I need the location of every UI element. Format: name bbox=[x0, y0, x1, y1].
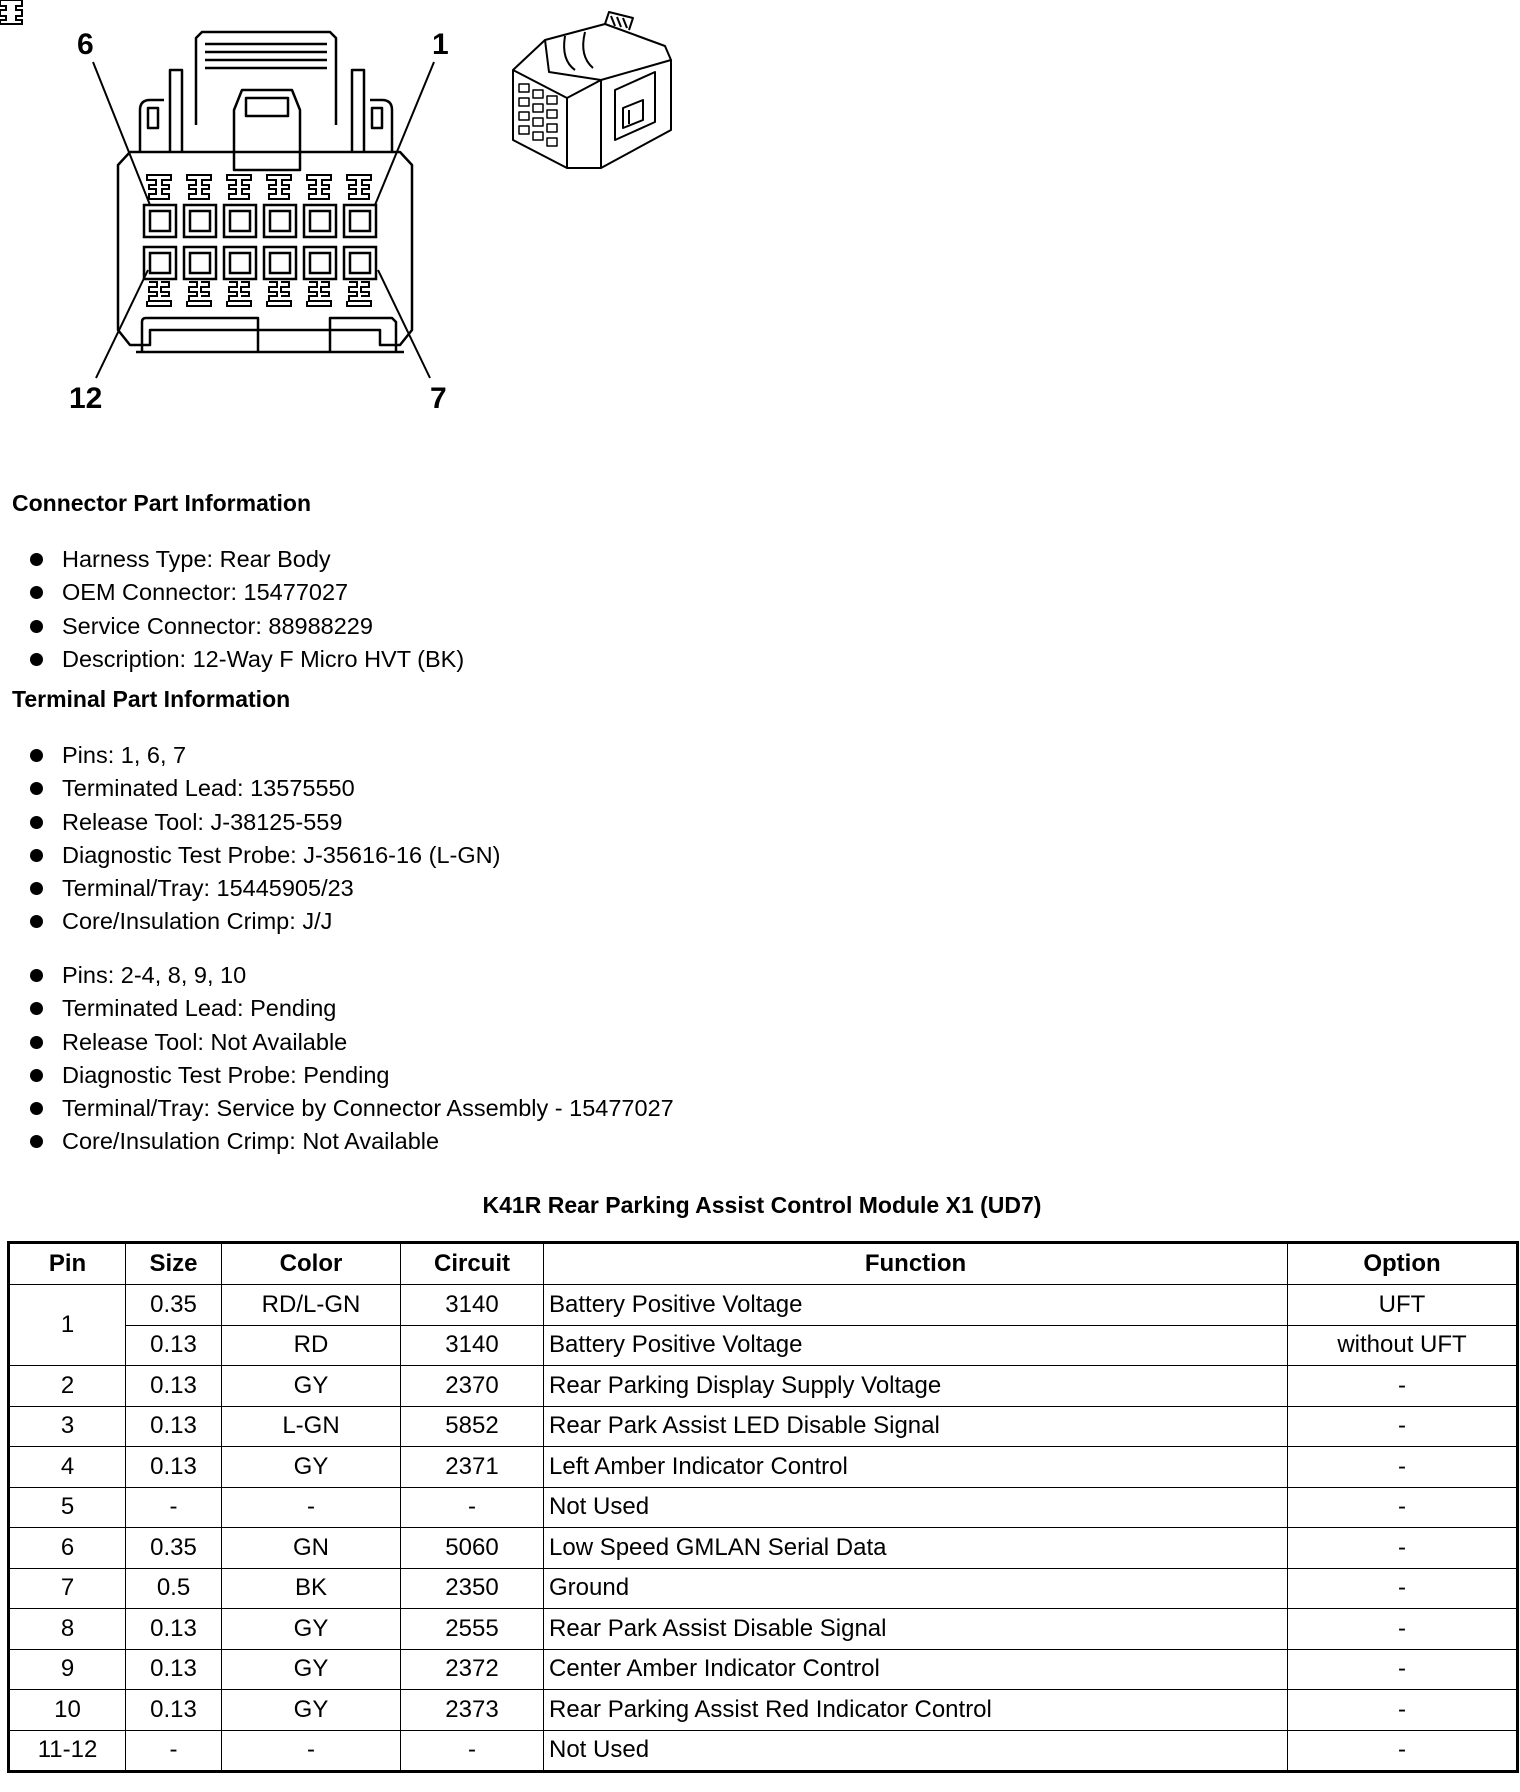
cell-color: RD bbox=[222, 1325, 401, 1366]
list-item: Terminated Lead: Pending bbox=[0, 992, 674, 1025]
list-item: Terminal/Tray: 15445905/23 bbox=[0, 872, 500, 905]
cell-pin: 10 bbox=[9, 1690, 126, 1731]
cell-color: GY bbox=[222, 1649, 401, 1690]
cell-circuit: 2350 bbox=[401, 1568, 544, 1609]
terminal-info-group-2 bbox=[0, 959, 674, 1159]
cell-option: - bbox=[1288, 1366, 1518, 1407]
cell-size: 0.35 bbox=[126, 1285, 222, 1326]
list-item: Diagnostic Test Probe: J-35616-16 (L-GN) bbox=[0, 839, 500, 872]
cell-color: GY bbox=[222, 1609, 401, 1650]
list-item: Terminated Lead: 13575550 bbox=[0, 772, 500, 805]
column-header-size: Size bbox=[126, 1243, 222, 1285]
cell-color: GN bbox=[222, 1528, 401, 1569]
cell-option: - bbox=[1288, 1609, 1518, 1650]
cell-size: 0.13 bbox=[126, 1366, 222, 1407]
table-row bbox=[9, 1690, 1518, 1731]
cell-circuit: - bbox=[401, 1487, 544, 1528]
cell-option: UFT bbox=[1288, 1285, 1518, 1326]
cell-pin: 11-12 bbox=[9, 1730, 126, 1772]
pin-label-6: 6 bbox=[77, 28, 94, 61]
list-item: Terminal/Tray: Service by Connector Assembly - 15477027 bbox=[0, 1092, 674, 1125]
table-row bbox=[9, 1366, 1518, 1407]
cell-color: L-GN bbox=[222, 1406, 401, 1447]
cell-circuit: 2372 bbox=[401, 1649, 544, 1690]
list-item: Description: 12-Way F Micro HVT (BK) bbox=[0, 643, 464, 676]
cell-color: - bbox=[222, 1487, 401, 1528]
connector-info-heading: Connector Part Information bbox=[12, 490, 312, 516]
cell-pin: 4 bbox=[9, 1447, 126, 1488]
cell-function: Rear Parking Display Supply Voltage bbox=[544, 1366, 1288, 1407]
cell-circuit: 2373 bbox=[401, 1690, 544, 1731]
table-row bbox=[9, 1487, 1518, 1528]
cell-circuit: 2371 bbox=[401, 1447, 544, 1488]
cell-function: Rear Parking Assist Red Indicator Control bbox=[544, 1690, 1288, 1731]
cell-option: - bbox=[1288, 1406, 1518, 1447]
list-item: Service Connector: 88988229 bbox=[0, 610, 464, 643]
list-item: Pins: 1, 6, 7 bbox=[0, 739, 500, 772]
cell-color: GY bbox=[222, 1690, 401, 1731]
cell-function: Battery Positive Voltage bbox=[544, 1285, 1288, 1326]
table-title: K41R Rear Parking Assist Control Module X1 (UD7) bbox=[482, 1192, 1042, 1218]
connector-info-list bbox=[0, 543, 464, 676]
column-header-circuit: Circuit bbox=[401, 1243, 544, 1285]
cell-option: - bbox=[1288, 1487, 1518, 1528]
cell-circuit: 5060 bbox=[401, 1528, 544, 1569]
list-item: Pins: 2-4, 8, 9, 10 bbox=[0, 959, 674, 992]
table-row bbox=[9, 1609, 1518, 1650]
cell-size: 0.13 bbox=[126, 1447, 222, 1488]
list-item: Diagnostic Test Probe: Pending bbox=[0, 1059, 674, 1092]
pin-label-7: 7 bbox=[430, 382, 447, 415]
cell-color: RD/L-GN bbox=[222, 1285, 401, 1326]
cell-function: Rear Park Assist LED Disable Signal bbox=[544, 1406, 1288, 1447]
connector-face-diagram bbox=[0, 0, 470, 430]
cell-color: GY bbox=[222, 1447, 401, 1488]
cell-pin: 5 bbox=[9, 1487, 126, 1528]
cell-color: BK bbox=[222, 1568, 401, 1609]
cell-function: Center Amber Indicator Control bbox=[544, 1649, 1288, 1690]
cell-pin: 8 bbox=[9, 1609, 126, 1650]
cell-size: 0.13 bbox=[126, 1690, 222, 1731]
list-item: Release Tool: J-38125-559 bbox=[0, 806, 500, 839]
table-header-row bbox=[9, 1243, 1518, 1285]
cell-option: without UFT bbox=[1288, 1325, 1518, 1366]
cell-pin: 1 bbox=[9, 1285, 126, 1366]
list-item: Core/Insulation Crimp: J/J bbox=[0, 905, 500, 938]
terminal-info-group-1 bbox=[0, 739, 500, 939]
cell-option: - bbox=[1288, 1730, 1518, 1772]
list-item: OEM Connector: 15477027 bbox=[0, 576, 464, 609]
cell-circuit: 2555 bbox=[401, 1609, 544, 1650]
table-row bbox=[9, 1568, 1518, 1609]
cell-size: 0.13 bbox=[126, 1609, 222, 1650]
cell-size: - bbox=[126, 1487, 222, 1528]
pin-table bbox=[7, 1241, 1519, 1773]
cell-function: Low Speed GMLAN Serial Data bbox=[544, 1528, 1288, 1569]
terminal-info-heading: Terminal Part Information bbox=[12, 686, 291, 712]
cell-circuit: 3140 bbox=[401, 1285, 544, 1326]
cell-size: 0.35 bbox=[126, 1528, 222, 1569]
cell-size: 0.13 bbox=[126, 1649, 222, 1690]
cell-size: 0.5 bbox=[126, 1568, 222, 1609]
cell-function: Ground bbox=[544, 1568, 1288, 1609]
column-header-pin: Pin bbox=[9, 1243, 126, 1285]
cell-pin: 3 bbox=[9, 1406, 126, 1447]
cell-circuit: - bbox=[401, 1730, 544, 1772]
list-item: Core/Insulation Crimp: Not Available bbox=[0, 1125, 674, 1158]
cell-function: Left Amber Indicator Control bbox=[544, 1447, 1288, 1488]
cell-pin: 9 bbox=[9, 1649, 126, 1690]
cell-size: - bbox=[126, 1730, 222, 1772]
cell-size: 0.13 bbox=[126, 1406, 222, 1447]
table-row bbox=[9, 1325, 1518, 1366]
table-row bbox=[9, 1730, 1518, 1772]
table-row bbox=[9, 1285, 1518, 1326]
cell-option: - bbox=[1288, 1649, 1518, 1690]
cell-option: - bbox=[1288, 1528, 1518, 1569]
pin-label-12: 12 bbox=[69, 382, 103, 415]
table-row bbox=[9, 1528, 1518, 1569]
cell-function: Battery Positive Voltage bbox=[544, 1325, 1288, 1366]
cell-option: - bbox=[1288, 1568, 1518, 1609]
cell-function: Rear Park Assist Disable Signal bbox=[544, 1609, 1288, 1650]
column-header-function: Function bbox=[544, 1243, 1288, 1285]
table-row bbox=[9, 1447, 1518, 1488]
table-row bbox=[9, 1649, 1518, 1690]
pin-label-1: 1 bbox=[432, 28, 449, 61]
cell-pin: 7 bbox=[9, 1568, 126, 1609]
cell-option: - bbox=[1288, 1690, 1518, 1731]
list-item: Harness Type: Rear Body bbox=[0, 543, 464, 576]
list-item: Release Tool: Not Available bbox=[0, 1026, 674, 1059]
cell-function: Not Used bbox=[544, 1730, 1288, 1772]
cell-pin: 2 bbox=[9, 1366, 126, 1407]
cell-pin: 6 bbox=[9, 1528, 126, 1569]
cell-circuit: 2370 bbox=[401, 1366, 544, 1407]
cell-circuit: 3140 bbox=[401, 1325, 544, 1366]
cell-color: - bbox=[222, 1730, 401, 1772]
cell-size: 0.13 bbox=[126, 1325, 222, 1366]
connector-isometric-illustration bbox=[505, 10, 685, 180]
column-header-color: Color bbox=[222, 1243, 401, 1285]
cell-option: - bbox=[1288, 1447, 1518, 1488]
column-header-option: Option bbox=[1288, 1243, 1518, 1285]
cell-function: Not Used bbox=[544, 1487, 1288, 1528]
cell-color: GY bbox=[222, 1366, 401, 1407]
cell-circuit: 5852 bbox=[401, 1406, 544, 1447]
table-row bbox=[9, 1406, 1518, 1447]
